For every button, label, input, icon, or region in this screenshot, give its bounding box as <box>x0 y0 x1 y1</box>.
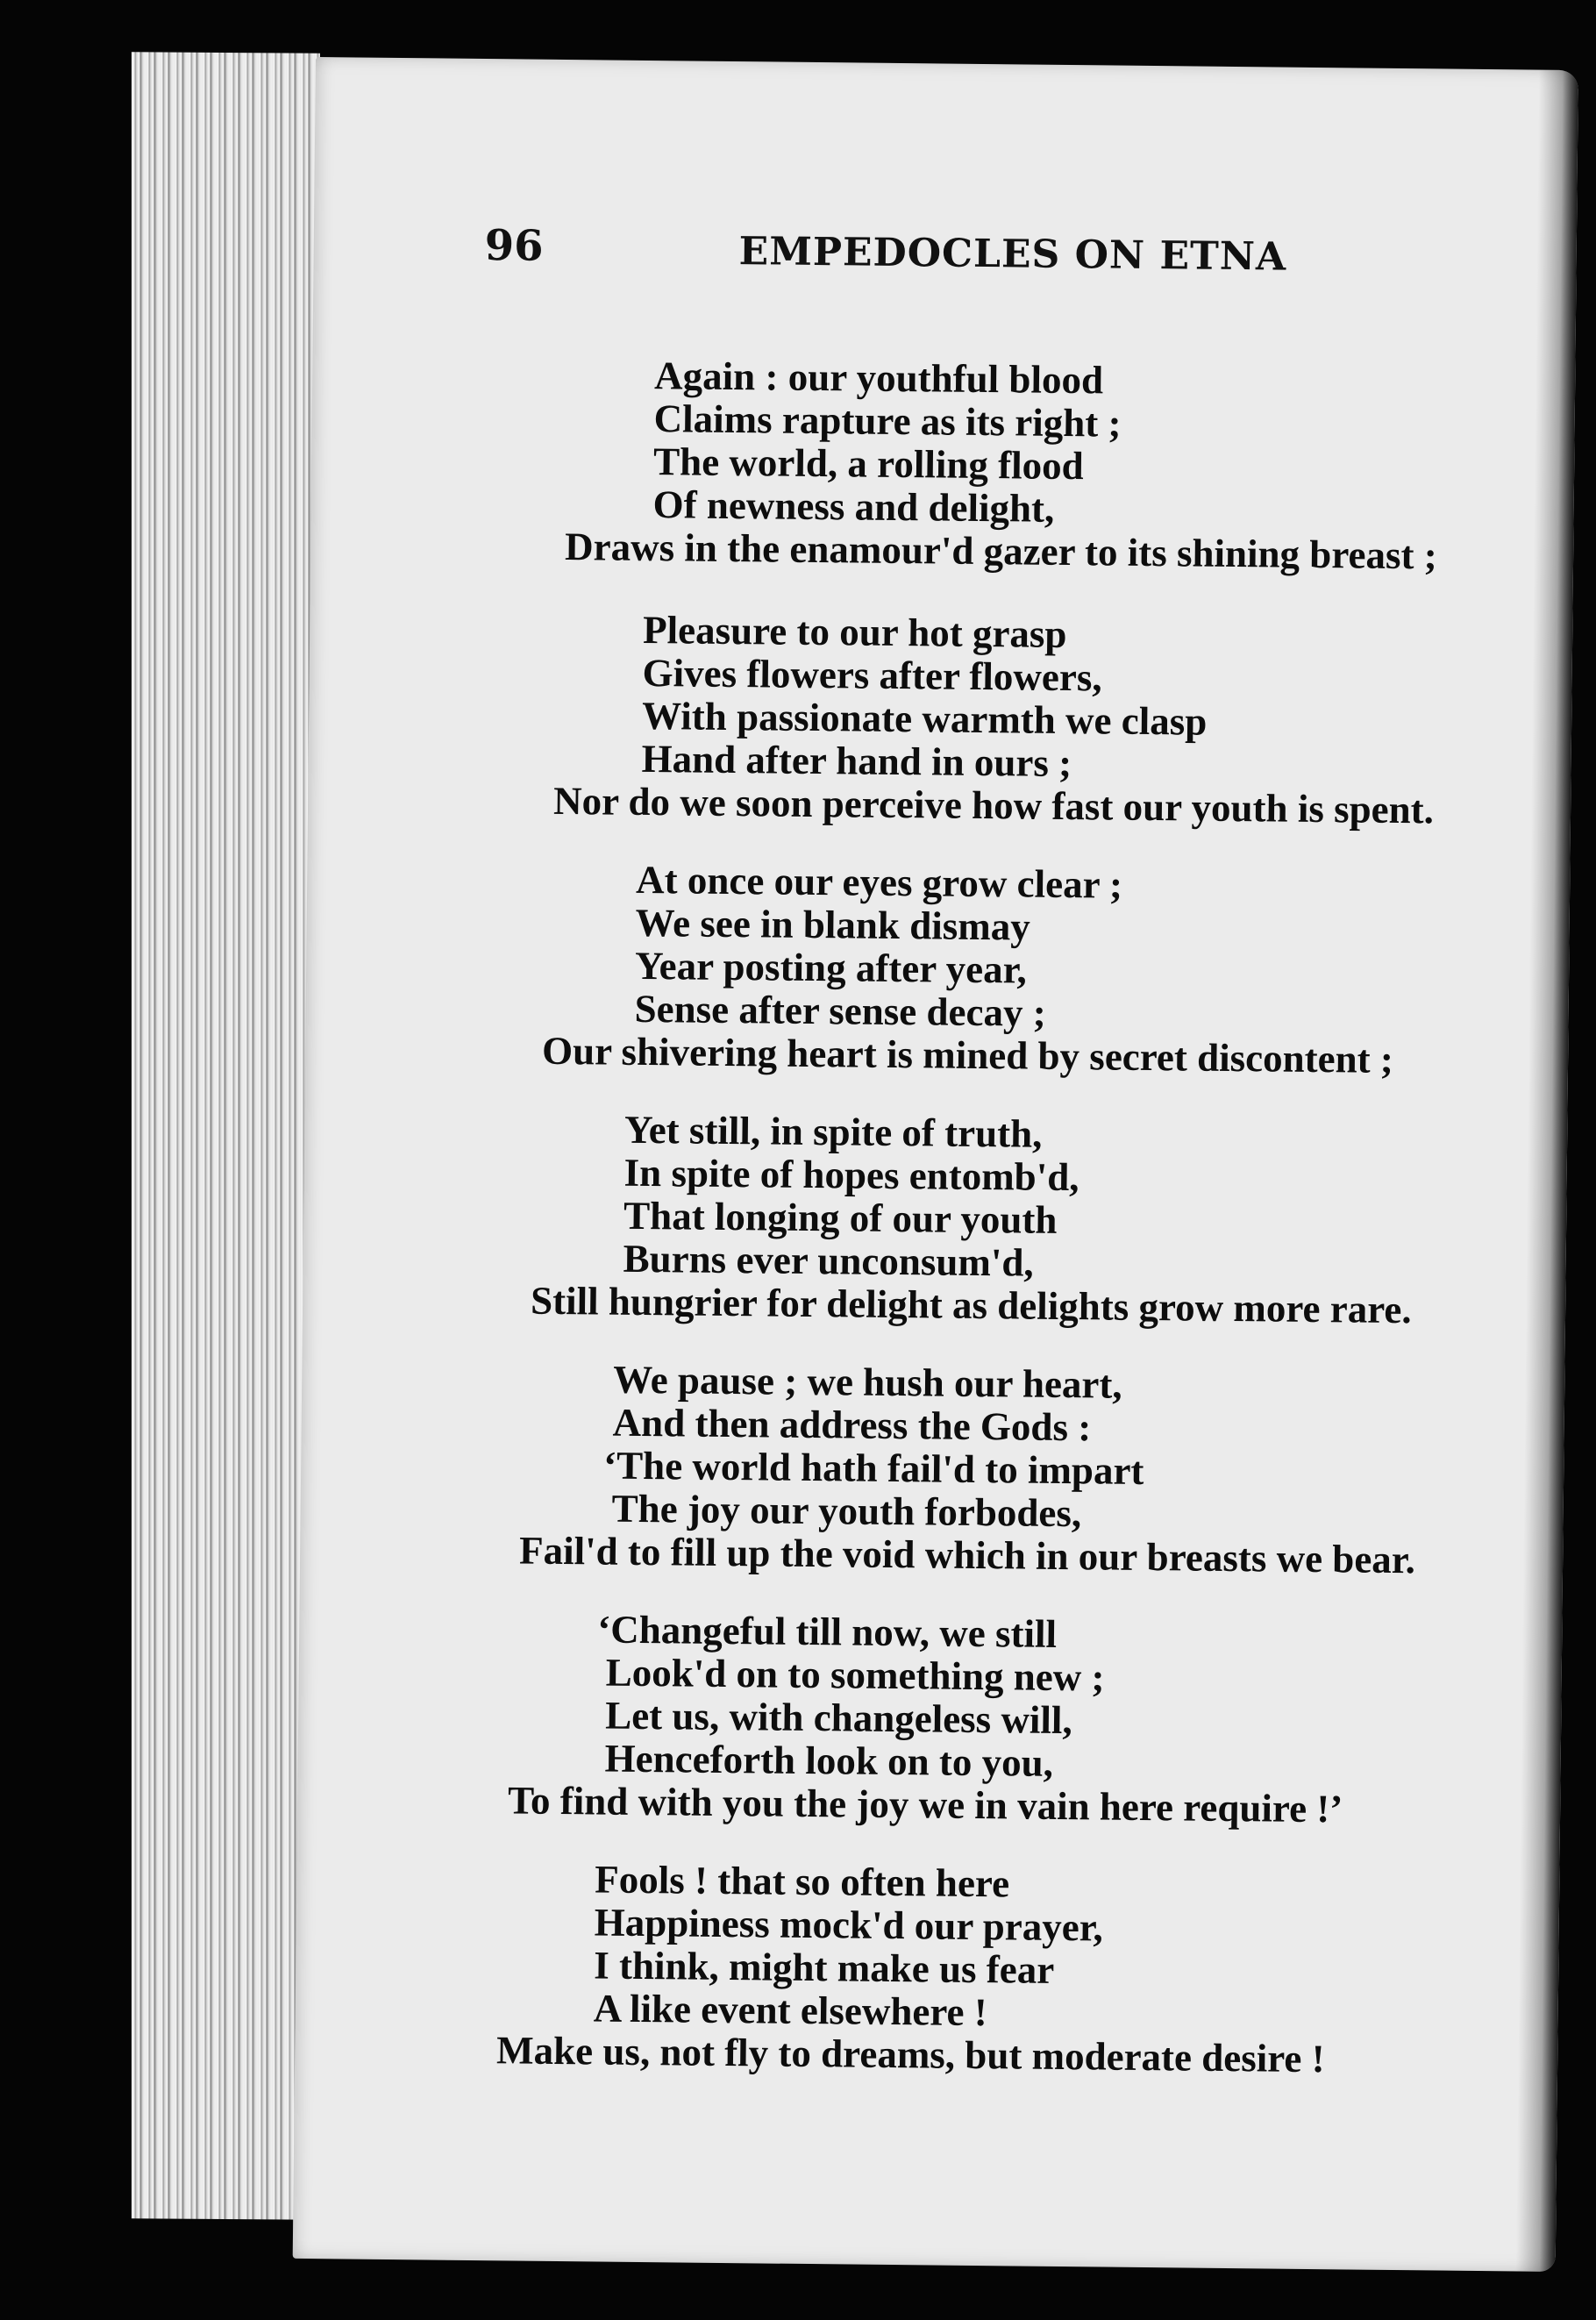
verse-line: Of newness and delight, <box>652 482 1055 531</box>
verse-line: Again : our youthful blood <box>653 353 1104 403</box>
verse-line: Make us, not fly to dreams, but moderate desire ! <box>495 2028 1325 2081</box>
verse-line: Fail'd to fill up the void which in our breasts we bear. <box>518 1528 1416 1582</box>
verse-line: Let us, with changeless will, <box>604 1693 1072 1743</box>
verse-line: In spite of hopes entomb'd, <box>623 1150 1079 1200</box>
verse-line: Still hungrier for delight as delights grow more rare. <box>530 1278 1412 1332</box>
stanza-5 <box>519 1358 1578 1586</box>
stanza-2 <box>553 608 1578 836</box>
verse-line: To find with you the joy we in vain here require !’ <box>507 1778 1343 1831</box>
verse-line: Look'd on to something new ; <box>605 1650 1105 1700</box>
verse-line: Our shivering heart is mined by secret discontent ; <box>541 1028 1394 1081</box>
stanza-7 <box>496 1857 1578 2085</box>
stanza-1 <box>565 353 1578 582</box>
verse-line: Fools ! that so often here <box>595 1857 1010 1906</box>
verse-line: ‘The world hath fail'd to impart <box>602 1443 1144 1493</box>
verse-line: Henceforth look on to you, <box>604 1736 1054 1785</box>
verse-line: That longing of our youth <box>623 1193 1058 1242</box>
verse-line: The world, a rolling flood <box>652 439 1084 489</box>
verse-line: Gives flowers after flowers, <box>642 650 1102 700</box>
book-page <box>293 57 1578 2272</box>
verse-line: ‘Changeful till now, we still <box>596 1607 1058 1656</box>
verse-line: Year posting after year, <box>634 943 1028 992</box>
verse-line: Hand after hand in ours ; <box>641 736 1072 786</box>
verse-line: Sense after sense decay ; <box>634 986 1046 1035</box>
verse-line: I think, might make us fear <box>593 1943 1055 1992</box>
verse-line: Nor do we soon perceive how fast our youth is spent. <box>552 778 1435 832</box>
verse-line: Yet still, in spite of truth, <box>623 1107 1043 1156</box>
verse-line: We pause ; we hush our heart, <box>612 1357 1122 1407</box>
verse-line: The joy our youth forbodes, <box>611 1486 1082 1536</box>
page-header <box>484 221 1287 280</box>
stanza-3 <box>542 858 1578 1086</box>
verse-line: At once our eyes grow clear ; <box>635 857 1123 907</box>
stanza-6 <box>508 1607 1578 1835</box>
verse-line: Pleasure to our hot grasp <box>642 607 1067 657</box>
verse-line: Draws in the enamour'd gazer to its shining breast ; <box>564 525 1437 578</box>
verse-line: Happiness mock'd our prayer, <box>594 1900 1104 1950</box>
page-number: 96 <box>484 221 544 271</box>
book-fore-edge <box>132 52 320 2220</box>
stanza-4 <box>531 1108 1578 1336</box>
poem-body <box>313 281 1541 2081</box>
verse-line: We see in blank dismay <box>635 900 1031 949</box>
verse-line: Burns ever unconsum'd, <box>623 1236 1034 1285</box>
verse-line: A like event elsewhere ! <box>593 1986 988 2035</box>
running-title: EMPEDOCLES ON ETNA <box>738 229 1287 280</box>
verse-line: And then address the Gods : <box>612 1400 1092 1450</box>
verse-line: Claims rapture as its right ; <box>653 396 1122 446</box>
verse-line: With passionate warmth we clasp <box>641 693 1208 744</box>
